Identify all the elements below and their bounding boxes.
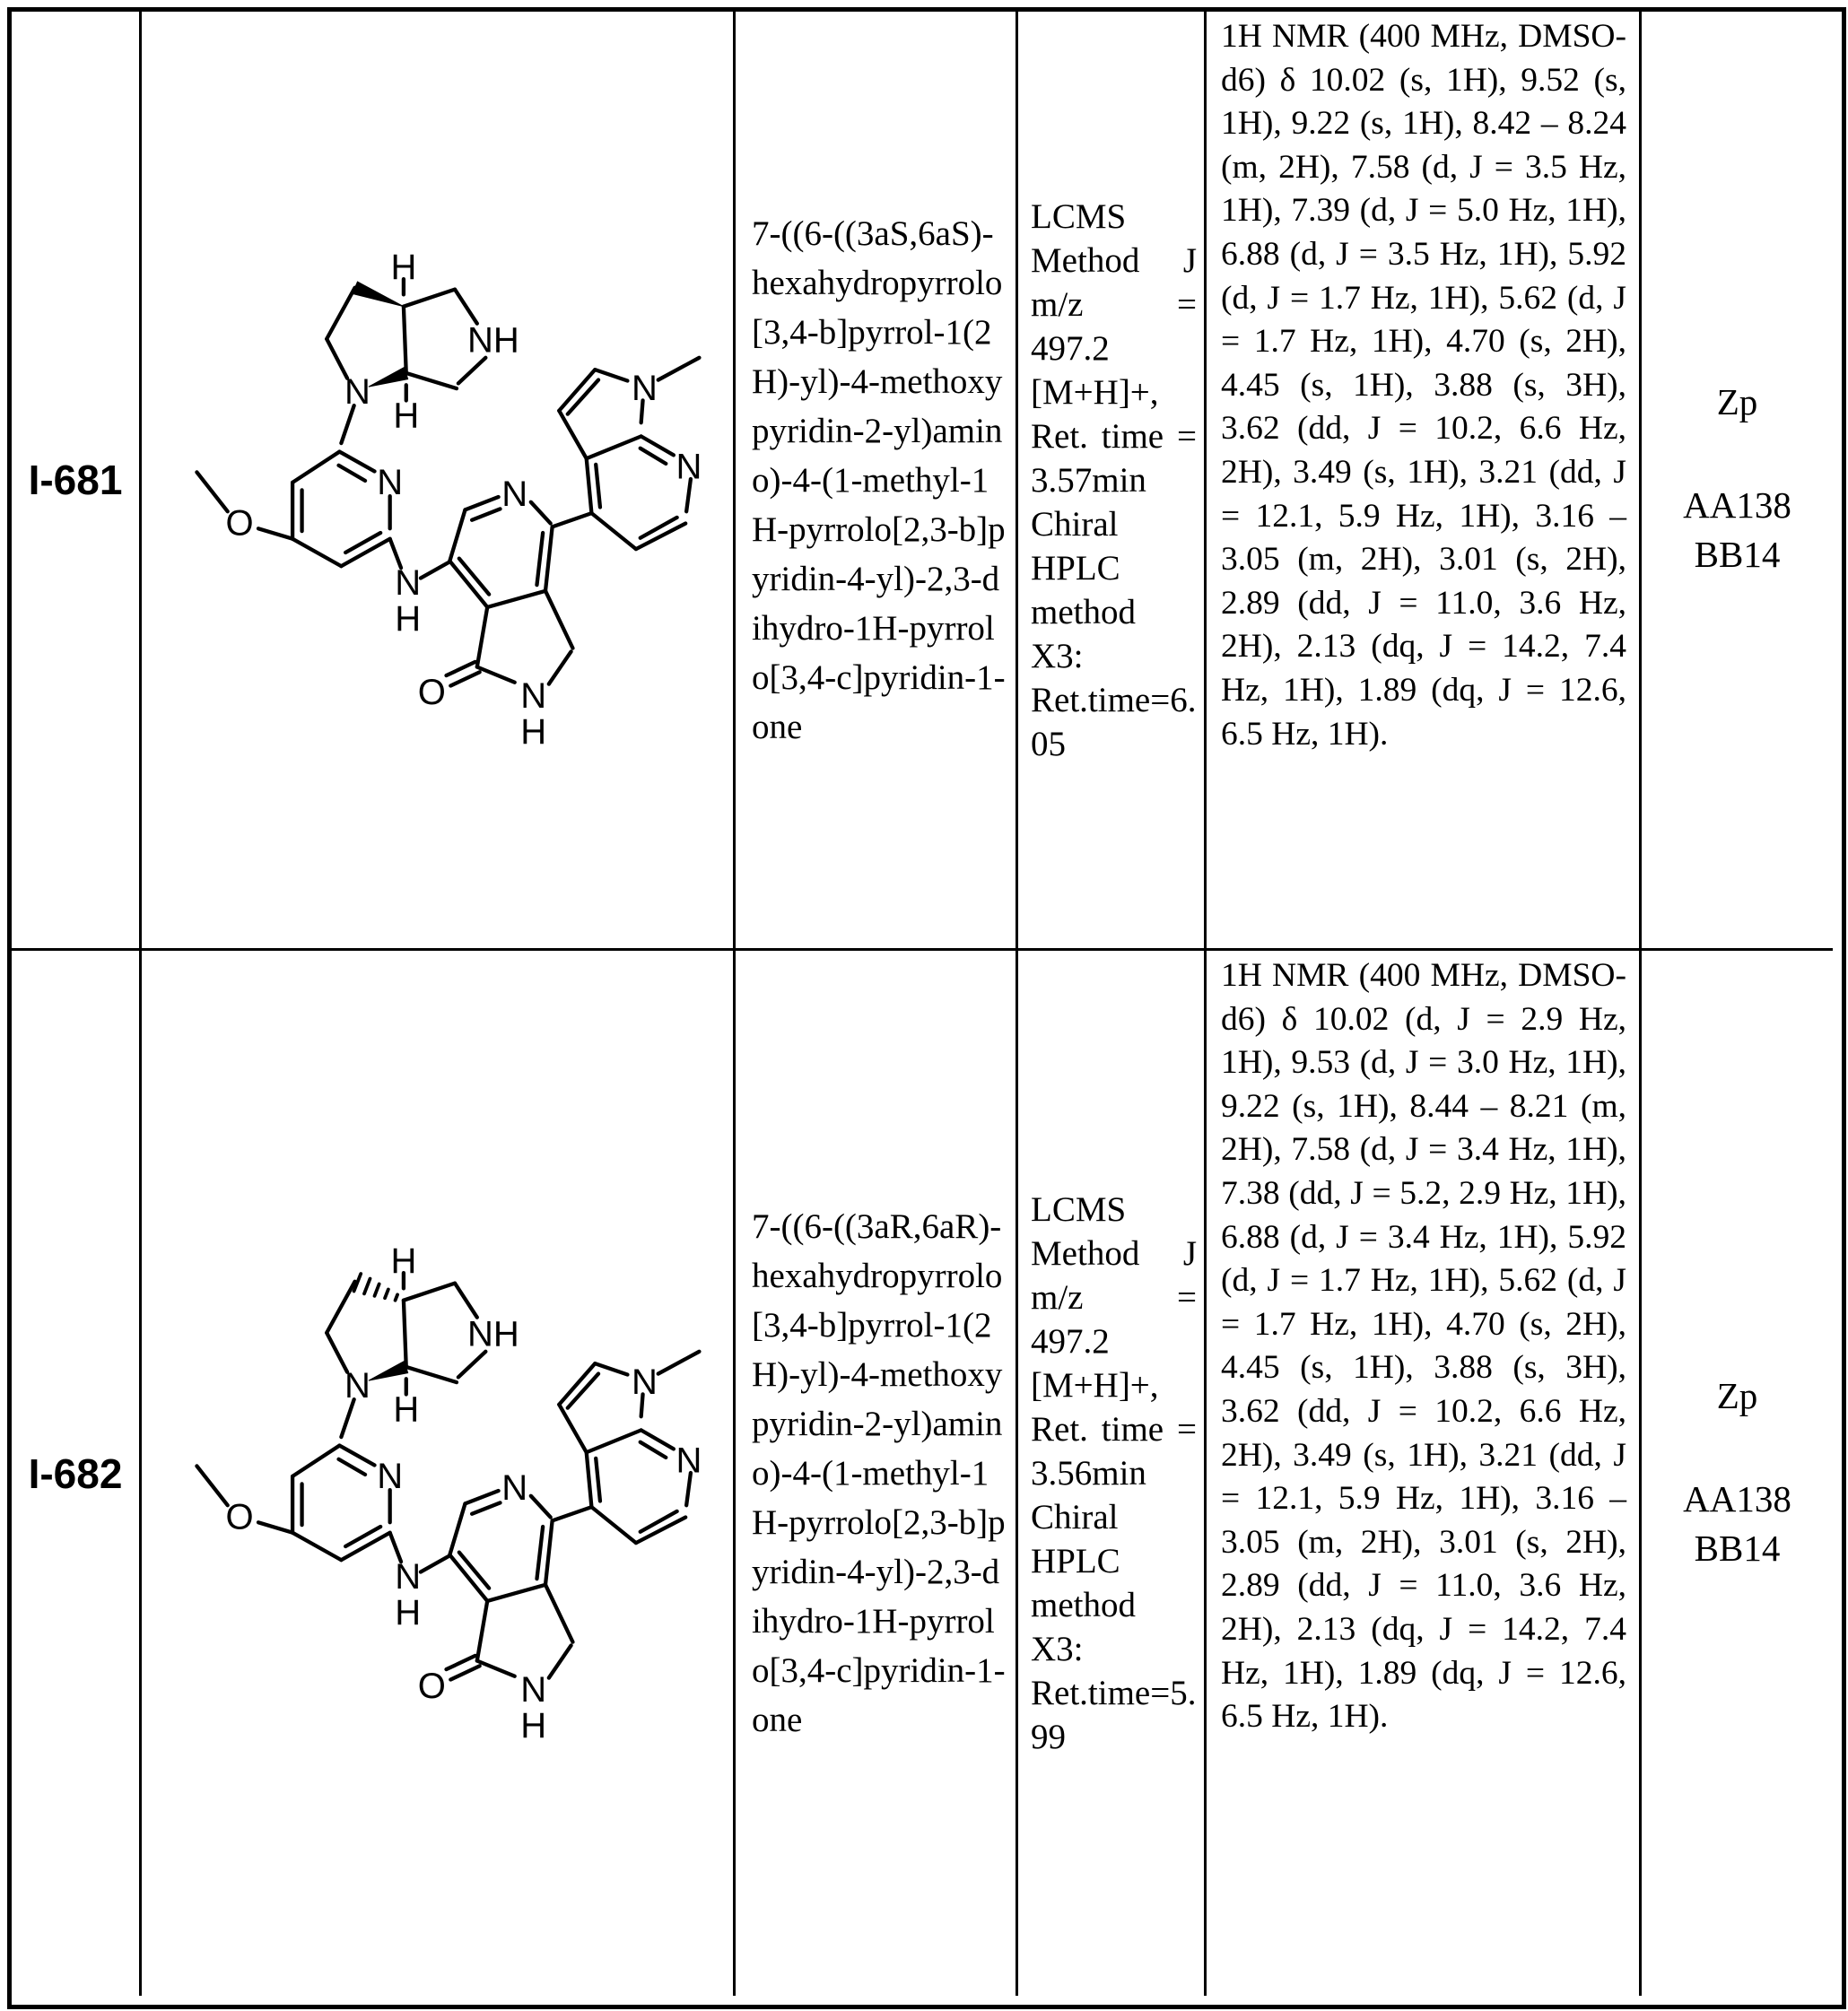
lcms-data: LCMS Method J m/z = 497.2 [M+H]+, Ret. time = 3.57min Chiral HPLC method X3: Ret.time=6.05 <box>1031 196 1197 763</box>
chemical-structure-i-681 <box>147 211 728 749</box>
atom-h-lactam: H <box>519 1705 546 1743</box>
atom-o-methoxy: O <box>224 503 254 544</box>
atom-n-bridge: N <box>344 1365 370 1406</box>
atom-n-linker: N <box>394 1556 421 1597</box>
nmr-data: 1H NMR (400 MHz, DMSO-d6) δ 10.02 (s, 1H), 9.52 (s, 1H), 9.22 (s, 1H), 8.42 – 8.24 (m, 2H), 7.58 (d, J = 3.5 Hz, 1H), 7.39 (d, J = 5.0 Hz, 1H), 6.88 (d, J = 3.5 Hz, 1H), 5.92 (d, J = 1.7 Hz, 1H), 5.62 (d, J = 1.7 Hz, 1H), 4.70 (s, 2H), 4.45 (s, 1H), 3.88 (s, 3H), 3.62 (dd, J = 10.2, 6.6 Hz, 2H), 3.49 (s, 1H), 3.21 (dd, J = 12.1, 5.9 Hz, 1H), 3.16 – 3.05 (m, 2H), 3.01 (s, 2H), 2.89 (dd, J = 11.0, 3.6 Hz, 2H), 2.13 (dq, J = 14.2, 7.4 Hz, 1H), 1.89 (dq, J = 12.6, 6.5 Hz, 1H). <box>1221 18 1626 753</box>
atom-n-central: N <box>501 474 527 515</box>
code-top: Zp <box>1716 381 1758 422</box>
structure-cell <box>142 951 736 1996</box>
atom-n-pyridine: N <box>376 462 403 502</box>
atom-n-bridge: N <box>344 371 370 412</box>
atom-n-pyridine: N <box>376 1456 403 1496</box>
atom-n-lactam: N <box>519 675 546 716</box>
atom-h-top: H <box>389 1241 416 1281</box>
code-line: BB14 <box>1694 534 1781 575</box>
name-cell <box>736 12 1018 951</box>
code-line: AA138 <box>1683 1477 1791 1519</box>
atom-h-top: H <box>389 247 416 287</box>
lcms-cell <box>1018 951 1207 1996</box>
lcms-data: LCMS Method J m/z = 497.2 [M+H]+, Ret. time = 3.56min Chiral HPLC method X3: Ret.time=5.99 <box>1031 1190 1197 1756</box>
atom-o-methoxy: O <box>224 1497 254 1537</box>
atom-o-carbonyl: O <box>417 1666 446 1706</box>
atom-o-carbonyl: O <box>417 673 446 713</box>
code-top: Zp <box>1716 1374 1758 1416</box>
compound-name: 7-((6-((3aR,6aR)-hexahydropyrrolo[3,4-b]pyrrol-1(2H)-yl)-4-methoxypyridin-2-yl)amino)-4-(1-methyl-1H-pyrrolo[2,3-b]pyridin-4-yl)-2,3-dihydro-1H-pyrrolo[3,4-c]pyridin-1-one <box>752 1207 1006 1739</box>
nmr-cell <box>1207 951 1642 1996</box>
atom-n-pyrrole: N <box>631 1362 658 1402</box>
atom-h-linker: H <box>394 1592 421 1632</box>
compound-id: I-681 <box>28 457 123 503</box>
code-line: BB14 <box>1694 1527 1781 1569</box>
compound-id: I-682 <box>28 1449 123 1497</box>
atom-n-linker: N <box>394 563 421 604</box>
codes-cell <box>1642 12 1833 951</box>
atom-nh: NH <box>466 320 519 361</box>
structure-cell <box>142 12 736 951</box>
atom-h-linker: H <box>394 599 421 640</box>
compound-id-cell <box>12 951 142 1996</box>
atom-n-central: N <box>501 1467 527 1508</box>
lcms-cell <box>1018 12 1207 951</box>
compound-id-cell <box>12 12 142 951</box>
code-line: AA138 <box>1683 484 1791 526</box>
nmr-data: 1H NMR (400 MHz, DMSO-d6) δ 10.02 (d, J = 2.9 Hz, 1H), 9.53 (d, J = 3.0 Hz, 1H), 9.22 (s, 1H), 8.44 – 8.21 (m, 2H), 7.58 (d, J = 3.4 Hz, 1H), 7.38 (dd, J = 5.2, 2.9 Hz, 1H), 6.88 (d, J = 3.4 Hz, 1H), 5.92 (d, J = 1.7 Hz, 1H), 5.62 (d, J = 1.7 Hz, 1H), 4.70 (s, 2H), 4.45 (s, 1H), 3.88 (s, 3H), 3.62 (dd, J = 10.2, 6.6 Hz, 2H), 3.49 (s, 1H), 3.21 (dd, J = 12.1, 5.9 Hz, 1H), 3.16 – 3.05 (m, 2H), 3.01 (s, 2H), 2.89 (dd, J = 11.0, 3.6 Hz, 2H), 2.13 (dq, J = 14.2, 7.4 Hz, 1H), 1.89 (dq, J = 12.6, 6.5 Hz, 1H). <box>1221 957 1626 1736</box>
nmr-cell <box>1207 12 1642 951</box>
atom-n-azapyridine: N <box>676 447 702 487</box>
compound-table <box>7 7 1846 2009</box>
codes-cell <box>1642 951 1833 1996</box>
atom-n-lactam: N <box>519 1669 546 1710</box>
atom-h-bottom: H <box>392 1389 419 1430</box>
compound-name: 7-((6-((3aS,6aS)-hexahydropyrrolo[3,4-b]pyrrol-1(2H)-yl)-4-methoxypyridin-2-yl)amino)-4-(1-methyl-1H-pyrrolo[2,3-b]pyridin-4-yl)-2,3-dihydro-1H-pyrrolo[3,4-c]pyridin-1-one <box>752 213 1006 746</box>
atom-n-pyrrole: N <box>631 369 658 409</box>
name-cell <box>736 951 1018 1996</box>
atom-n-azapyridine: N <box>676 1441 702 1481</box>
atom-h-lactam: H <box>519 711 546 749</box>
atom-nh: NH <box>466 1314 519 1354</box>
atom-h-bottom: H <box>392 396 419 436</box>
chemical-structure-i-682 <box>147 1205 728 1743</box>
